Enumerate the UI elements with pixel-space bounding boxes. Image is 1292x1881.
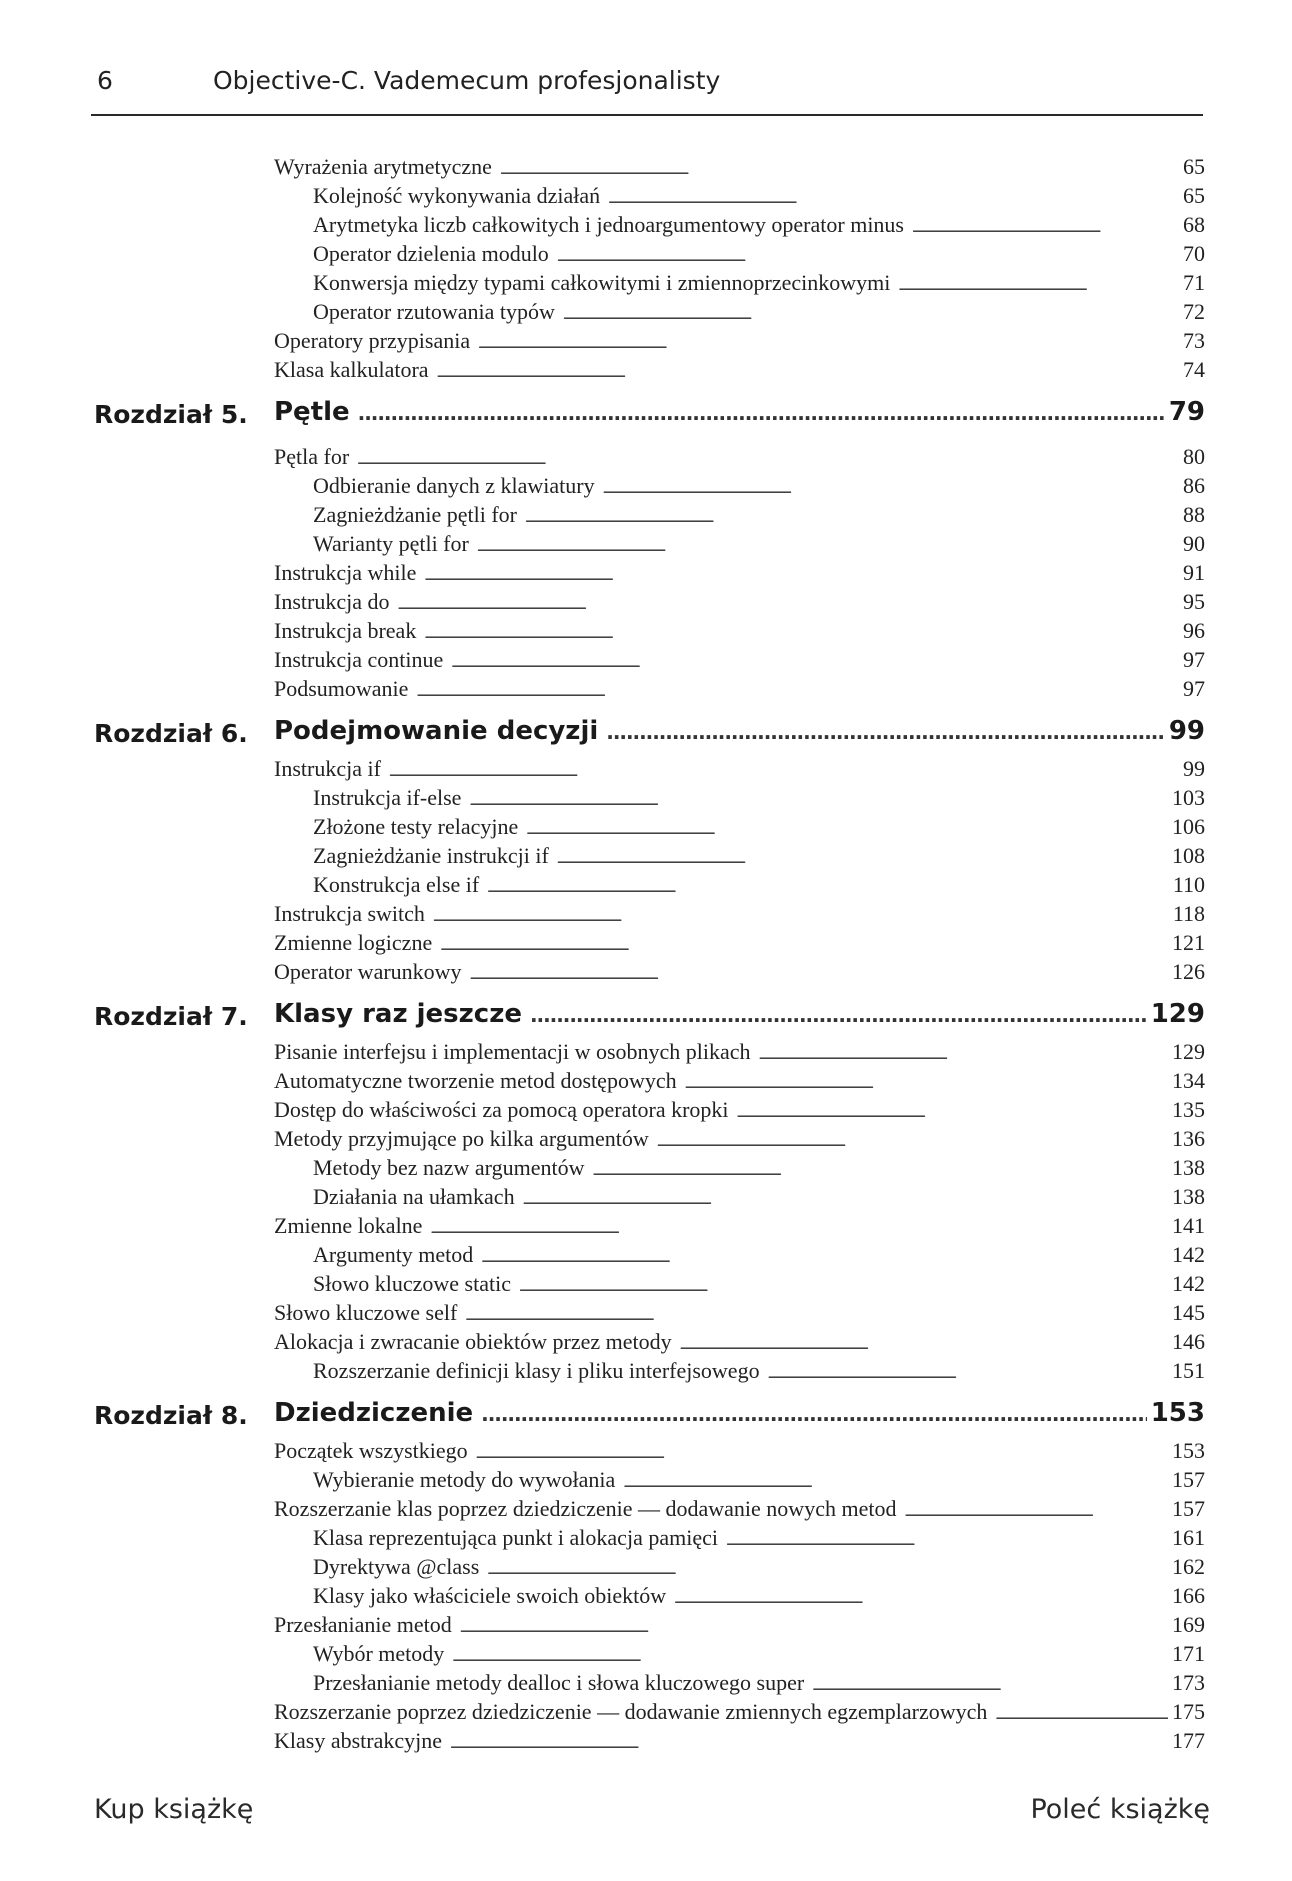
page-ref: 79 [1168, 397, 1205, 427]
page-ref: 134 [1172, 1068, 1205, 1093]
entry-line [274, 444, 1205, 470]
dot-leader [898, 270, 1179, 296]
entry-line [274, 1213, 1205, 1239]
entry-title: Operator warunkowy [274, 959, 462, 984]
dot-leader [389, 756, 1179, 782]
entry-line [313, 1583, 1205, 1609]
toc-entry [0, 870, 1292, 899]
page-ref: 129 [1172, 1039, 1205, 1064]
chapter-heading [0, 384, 1292, 442]
toc-entry [0, 812, 1292, 841]
page-ref: 157 [1172, 1496, 1205, 1521]
entry-title: Alokacja i zwracanie obiektów przez metody [274, 1329, 672, 1354]
toc-entry [0, 239, 1292, 268]
toc-entry [0, 1552, 1292, 1581]
entry-title: Operator dzielenia modulo [313, 241, 549, 266]
chapter-title-line [274, 999, 1205, 1029]
entry-title: Wybieranie metody do wywołania [313, 1467, 616, 1492]
entry-title: Klasy jako właściciele swoich obiektów [313, 1583, 667, 1608]
page-header [91, 62, 1203, 116]
dot-leader [995, 1699, 1168, 1725]
entry-title: Wybór metody [313, 1641, 445, 1666]
dot-leader [726, 1525, 1168, 1551]
chapter-label: Rozdział 6. [94, 719, 248, 748]
toc-entry [0, 645, 1292, 674]
toc-entry [0, 783, 1292, 812]
toc-entry [0, 1494, 1292, 1523]
dot-leader [623, 1467, 1168, 1493]
entry-line [313, 1242, 1205, 1268]
dot-leader [603, 473, 1179, 499]
entry-title: Zmienne logiczne [274, 930, 433, 955]
chapter-title-line [274, 1398, 1205, 1428]
dot-leader [460, 1612, 1168, 1638]
toc-entry [0, 210, 1292, 239]
page-ref: 162 [1172, 1554, 1205, 1579]
toc-entry [0, 529, 1292, 558]
chapter-title: Dziedziczenie [274, 1398, 474, 1428]
toc-entry [0, 558, 1292, 587]
toc-entry [0, 297, 1292, 326]
page-ref: 108 [1172, 843, 1205, 868]
page-ref: 97 [1183, 647, 1205, 672]
page-ref: 171 [1172, 1641, 1205, 1666]
dot-leader [737, 1097, 1168, 1123]
entry-title: Operator rzutowania typów [313, 299, 555, 324]
toc-entry [0, 957, 1292, 986]
toc-entry [0, 1124, 1292, 1153]
toc-entry [0, 355, 1292, 384]
chapter-heading [0, 986, 1292, 1037]
entry-title: Słowo kluczowe self [274, 1300, 458, 1325]
chapter-heading [0, 1385, 1292, 1436]
page-ref: 103 [1172, 785, 1205, 810]
chapter-heading [0, 703, 1292, 754]
page-ref: 129 [1150, 999, 1205, 1029]
entry-title: Instrukcja continue [274, 647, 444, 672]
entry-line [313, 1670, 1205, 1696]
dot-leader [674, 1583, 1168, 1609]
page-ref: 99 [1183, 756, 1205, 781]
toc-entry [0, 616, 1292, 645]
chapter-label: Rozdział 8. [94, 1401, 248, 1430]
page-ref: 96 [1183, 618, 1205, 643]
entry-line [313, 241, 1205, 267]
entry-title: Słowo kluczowe static [313, 1271, 511, 1296]
chapter-title: Klasy raz jeszcze [274, 999, 522, 1029]
dot-leader [530, 999, 1147, 1029]
entry-line [313, 1184, 1205, 1210]
page-number: 6 [97, 66, 113, 95]
page-ref: 173 [1172, 1670, 1205, 1695]
entry-title: Złożone testy relacyjne [313, 814, 519, 839]
toc-entry [0, 1523, 1292, 1552]
page-ref: 145 [1172, 1300, 1205, 1325]
entry-line [313, 183, 1205, 209]
chapter-title-line [274, 397, 1205, 427]
entry-line [313, 502, 1205, 528]
entry-title: Przesłanianie metody dealloc i słowa kluczowego super [313, 1670, 805, 1695]
entry-line [274, 1699, 1205, 1725]
page-ref: 71 [1183, 270, 1205, 295]
toc-entry [0, 587, 1292, 616]
entry-title: Dyrektywa @class [313, 1554, 480, 1579]
entry-line [313, 1467, 1205, 1493]
toc-entry [0, 1211, 1292, 1240]
entry-title: Rozszerzanie definicji klasy i pliku interfejsowego [313, 1358, 760, 1383]
dot-leader [440, 930, 1168, 956]
toc-entry [0, 1095, 1292, 1124]
entry-title: Instrukcja do [274, 589, 390, 614]
toc-entry [0, 1066, 1292, 1095]
entry-title: Instrukcja while [274, 560, 417, 585]
page-ref: 68 [1183, 212, 1205, 237]
dot-leader [592, 1155, 1168, 1181]
dot-leader [478, 328, 1179, 354]
dot-leader [430, 1213, 1168, 1239]
page-ref: 177 [1172, 1728, 1205, 1753]
dot-leader [487, 1554, 1168, 1580]
dot-leader [608, 183, 1179, 209]
entry-title: Instrukcja break [274, 618, 417, 643]
page-ref: 121 [1172, 930, 1205, 955]
chapter-label: Rozdział 5. [94, 400, 248, 429]
page-ref: 74 [1183, 357, 1205, 382]
dot-leader [525, 502, 1179, 528]
page-ref: 95 [1183, 589, 1205, 614]
entry-line [274, 328, 1205, 354]
entry-line [274, 756, 1205, 782]
page-ref: 126 [1172, 959, 1205, 984]
toc-entry [0, 1639, 1292, 1668]
entry-title: Instrukcja if [274, 756, 381, 781]
entry-title: Pętla for [274, 444, 350, 469]
page-ref: 118 [1172, 901, 1205, 926]
page-ref: 141 [1172, 1213, 1205, 1238]
dot-leader [768, 1358, 1168, 1384]
toc-entry [0, 1436, 1292, 1465]
toc-entry [0, 1610, 1292, 1639]
entry-line [313, 531, 1205, 557]
entry-title: Przesłanianie metod [274, 1612, 452, 1637]
entry-line [274, 1300, 1205, 1326]
dot-leader [470, 959, 1168, 985]
dot-leader [759, 1039, 1168, 1065]
page-ref: 151 [1172, 1358, 1205, 1383]
entry-line [274, 1126, 1205, 1152]
entry-line [274, 901, 1205, 927]
entry-line [274, 930, 1205, 956]
page-ref: 97 [1183, 676, 1205, 701]
dot-leader [563, 299, 1179, 325]
page-ref: 91 [1183, 560, 1205, 585]
entry-line [274, 357, 1205, 383]
entry-line [313, 473, 1205, 499]
entry-line [313, 1525, 1205, 1551]
dot-leader [812, 1670, 1168, 1696]
entry-title: Zmienne lokalne [274, 1213, 423, 1238]
toc-entry [0, 928, 1292, 957]
dot-leader [357, 444, 1179, 470]
toc-entry [0, 181, 1292, 210]
toc-entry [0, 899, 1292, 928]
toc-entry [0, 674, 1292, 703]
entry-line [313, 872, 1205, 898]
dot-leader [481, 1242, 1168, 1268]
entry-line [313, 843, 1205, 869]
entry-line [313, 785, 1205, 811]
page-ref: 70 [1183, 241, 1205, 266]
page-ref: 99 [1168, 716, 1205, 746]
dot-leader [557, 843, 1168, 869]
toc-entry [0, 471, 1292, 500]
dot-leader [912, 212, 1179, 238]
dot-leader [476, 1438, 1168, 1464]
page-ref: 86 [1183, 473, 1205, 498]
entry-title: Konwersja między typami całkowitymi i zmiennoprzecinkowymi [313, 270, 891, 295]
entry-line [274, 154, 1205, 180]
chapter-title: Podejmowanie decyzji [274, 716, 599, 746]
dot-leader [477, 531, 1179, 557]
entry-line [274, 1612, 1205, 1638]
entry-title: Zagnieżdżanie instrukcji if [313, 843, 549, 868]
page-ref: 90 [1183, 531, 1205, 556]
toc-entry [0, 1465, 1292, 1494]
entry-line [313, 270, 1205, 296]
entry-title: Operatory przypisania [274, 328, 471, 353]
dot-leader [606, 716, 1165, 746]
page-ref: 80 [1183, 444, 1205, 469]
toc-entry [0, 268, 1292, 297]
entry-line [274, 1097, 1205, 1123]
dot-leader [451, 647, 1179, 673]
toc-entry [0, 1726, 1292, 1755]
dot-leader [465, 1300, 1168, 1326]
entry-title: Klasa reprezentująca punkt i alokacja pamięci [313, 1525, 718, 1550]
entry-line [274, 1438, 1205, 1464]
entry-line [274, 589, 1205, 615]
entry-title: Instrukcja if-else [313, 785, 462, 810]
entry-line [274, 959, 1205, 985]
page-ref: 65 [1183, 183, 1205, 208]
toc-entry [0, 1697, 1292, 1726]
entry-title: Rozszerzanie poprzez dziedziczenie — dodawanie zmiennych egzemplarzowych [274, 1699, 988, 1724]
dot-leader [685, 1068, 1168, 1094]
page-ref: 175 [1172, 1699, 1205, 1724]
entry-line [313, 1554, 1205, 1580]
page-ref: 153 [1150, 1398, 1205, 1428]
dot-leader [416, 676, 1179, 702]
chapter-title-line [274, 716, 1205, 746]
page-ref: 88 [1183, 502, 1205, 527]
toc-entry [0, 1269, 1292, 1298]
entry-title: Argumenty metod [313, 1242, 474, 1267]
entry-title: Warianty pętli for [313, 531, 469, 556]
toc-entry [0, 1298, 1292, 1327]
dot-leader [358, 397, 1165, 427]
recommend-book-link[interactable]: Poleć książkę [1030, 1794, 1210, 1825]
entry-line [274, 560, 1205, 586]
buy-book-link[interactable]: Kup książkę [94, 1794, 254, 1825]
entry-title: Działania na ułamkach [313, 1184, 515, 1209]
dot-leader [437, 357, 1179, 383]
dot-leader [469, 785, 1168, 811]
chapter-title: Pętle [274, 397, 350, 427]
entry-line [274, 1496, 1205, 1522]
page-ref: 153 [1172, 1438, 1205, 1463]
entry-title: Metody przyjmujące po kilka argumentów [274, 1126, 649, 1151]
dot-leader [452, 1641, 1168, 1667]
entry-title: Odbieranie danych z klawiatury [313, 473, 595, 498]
entry-line [313, 1641, 1205, 1667]
entry-line [313, 1155, 1205, 1181]
page-ref: 73 [1183, 328, 1205, 353]
entry-line [313, 1358, 1205, 1384]
toc-entry [0, 326, 1292, 355]
dot-leader [657, 1126, 1168, 1152]
entry-line [313, 212, 1205, 238]
dot-leader [481, 1398, 1147, 1428]
entry-line [274, 1068, 1205, 1094]
toc-entry [0, 1153, 1292, 1182]
table-of-contents [0, 152, 1292, 1755]
entry-title: Rozszerzanie klas poprzez dziedziczenie — dodawanie nowych metod [274, 1496, 897, 1521]
page-ref: 106 [1172, 814, 1205, 839]
page-ref: 161 [1172, 1525, 1205, 1550]
entry-title: Początek wszystkiego [274, 1438, 468, 1463]
book-title: Objective-C. Vademecum profesjonalisty [213, 66, 721, 95]
page-ref: 138 [1172, 1184, 1205, 1209]
entry-title: Klasy abstrakcyjne [274, 1728, 442, 1753]
entry-title: Instrukcja switch [274, 901, 425, 926]
chapter-label: Rozdział 7. [94, 1002, 248, 1031]
entry-title: Dostęp do właściwości za pomocą operatora kropki [274, 1097, 729, 1122]
entry-title: Wyrażenia arytmetyczne [274, 154, 492, 179]
dot-leader [397, 589, 1179, 615]
entry-line [313, 1271, 1205, 1297]
page-ref: 157 [1172, 1467, 1205, 1492]
entry-title: Automatyczne tworzenie metod dostępowych [274, 1068, 677, 1093]
entry-line [274, 1728, 1205, 1754]
page-ref: 146 [1172, 1329, 1205, 1354]
toc-entry [0, 1327, 1292, 1356]
entry-line [313, 814, 1205, 840]
dot-leader [433, 901, 1169, 927]
toc-entry [0, 442, 1292, 471]
page-ref: 169 [1172, 1612, 1205, 1637]
toc-entry [0, 1037, 1292, 1066]
page-ref: 72 [1183, 299, 1205, 324]
dot-leader [526, 814, 1168, 840]
dot-leader [450, 1728, 1168, 1754]
page-ref: 110 [1172, 872, 1205, 897]
dot-leader [557, 241, 1179, 267]
toc-entry [0, 1240, 1292, 1269]
entry-line [274, 647, 1205, 673]
dot-leader [519, 1271, 1168, 1297]
dot-leader [424, 560, 1179, 586]
entry-title: Zagnieżdżanie pętli for [313, 502, 518, 527]
dot-leader [523, 1184, 1168, 1210]
entry-title: Klasa kalkulatora [274, 357, 429, 382]
entry-title: Arytmetyka liczb całkowitych i jednoargumentowy operator minus [313, 212, 904, 237]
page-ref: 138 [1172, 1155, 1205, 1180]
toc-entry [0, 754, 1292, 783]
entry-title: Podsumowanie [274, 676, 409, 701]
entry-line [274, 676, 1205, 702]
toc-entry [0, 500, 1292, 529]
page-ref: 166 [1172, 1583, 1205, 1608]
dot-leader [500, 154, 1179, 180]
entry-line [313, 299, 1205, 325]
page-ref: 65 [1183, 154, 1205, 179]
entry-line [274, 1329, 1205, 1355]
toc-entry [0, 1668, 1292, 1697]
dot-leader [680, 1329, 1168, 1355]
dot-leader [487, 872, 1169, 898]
page-ref: 135 [1172, 1097, 1205, 1122]
page-ref: 142 [1172, 1271, 1205, 1296]
toc-entry [0, 841, 1292, 870]
entry-line [274, 618, 1205, 644]
toc-entry [0, 1356, 1292, 1385]
entry-line [274, 1039, 1205, 1065]
entry-title: Metody bez nazw argumentów [313, 1155, 585, 1180]
toc-entry [0, 152, 1292, 181]
entry-title: Konstrukcja else if [313, 872, 480, 897]
page-ref: 142 [1172, 1242, 1205, 1267]
page-ref: 136 [1172, 1126, 1205, 1151]
toc-entry [0, 1581, 1292, 1610]
entry-title: Pisanie interfejsu i implementacji w osobnych plikach [274, 1039, 751, 1064]
dot-leader [424, 618, 1179, 644]
toc-entry [0, 1182, 1292, 1211]
entry-title: Kolejność wykonywania działań [313, 183, 601, 208]
dot-leader [904, 1496, 1168, 1522]
